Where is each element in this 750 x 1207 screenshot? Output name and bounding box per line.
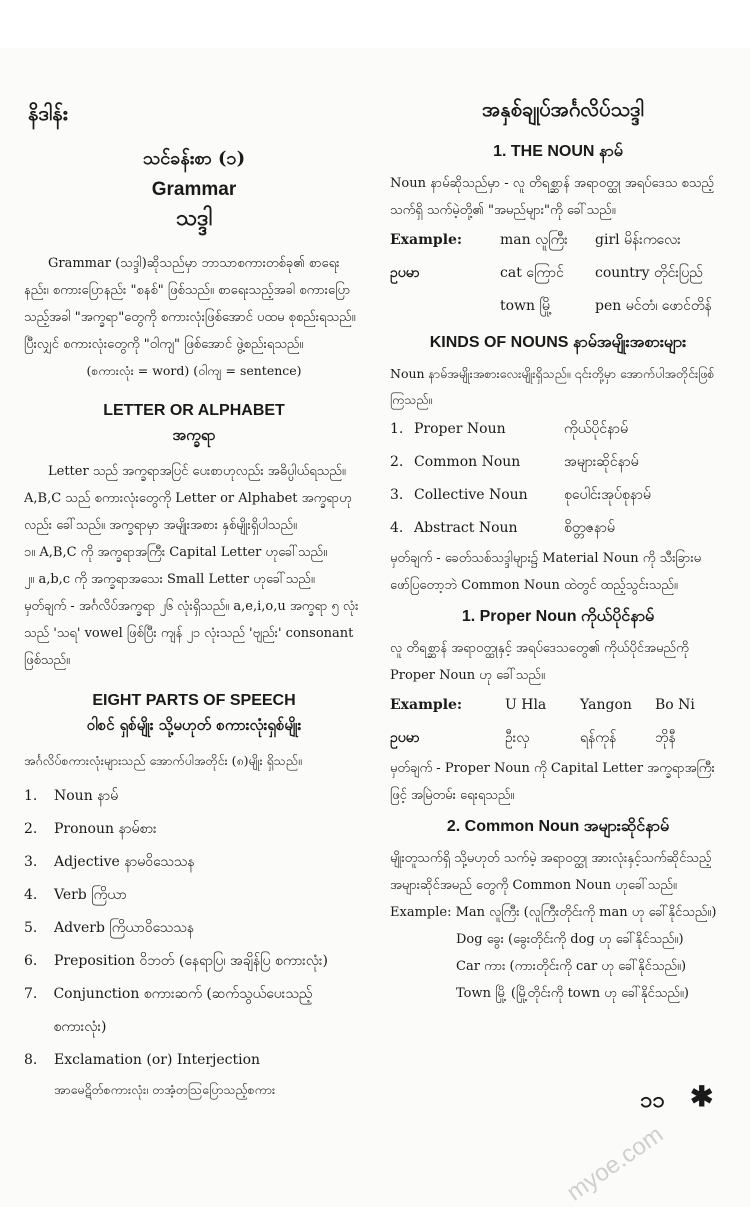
example-label: ဥပမာ bbox=[390, 265, 420, 281]
item-number: 5. bbox=[24, 920, 38, 936]
page-number: ၁၁ bbox=[640, 1087, 665, 1113]
example-word: ရန်ကုန် bbox=[580, 730, 617, 746]
grammar-title-my: သဒ္ဒါ bbox=[175, 205, 213, 231]
item-text: Noun နာမ် bbox=[54, 788, 119, 804]
list-item bbox=[24, 1044, 364, 1077]
proper-noun-examples bbox=[390, 689, 726, 755]
noun-examples bbox=[390, 224, 726, 323]
list-item bbox=[24, 813, 364, 846]
item-text: Adjective နာမဝိသေသန bbox=[54, 854, 195, 870]
letter-heading-my: အက္ခရာ bbox=[172, 426, 216, 444]
top-margin bbox=[0, 0, 750, 48]
example-word: U Hla bbox=[505, 697, 547, 713]
kind-my: ကိုယ်ပိုင်နာမ် bbox=[564, 421, 629, 437]
list-item bbox=[24, 846, 364, 879]
proper-noun-note: မှတ်ချက် - Proper Noun ကို Capital Letter အက္ခရာအကြီးဖြင့် အမြဲတမ်း ရေးရသည်။ bbox=[390, 761, 715, 803]
star-icon: ✱ bbox=[690, 1080, 714, 1113]
example-label: ဥပမာ bbox=[390, 730, 420, 746]
example-label: Example: bbox=[390, 232, 463, 248]
kind-en: Proper Noun bbox=[414, 421, 506, 437]
common-noun-definition: မျိုးတူသက်ရှိ သို့မဟုတ် သက်မဲ့ အရာဝတ္ထု အားလုံးနှင့်သက်ဆိုင်သည့် အများဆိုင်အမည် တွေကို Common Noun ဟုခေါ်သည်။ bbox=[390, 851, 712, 893]
item-number: 3. bbox=[390, 487, 404, 503]
letter-heading: LETTER OR ALPHABET bbox=[103, 402, 285, 419]
list-item bbox=[24, 945, 364, 978]
item-text: Exclamation (or) Interjection bbox=[54, 1052, 261, 1068]
part8-subtext: အာမေဋိတ်စကားလုံး၊ တအံ့တသြပြောသည့်စကား bbox=[54, 1082, 276, 1097]
example-word: ဦးလှ bbox=[505, 730, 530, 746]
item-number: 1. bbox=[390, 421, 404, 437]
right-column bbox=[390, 140, 726, 1007]
list-item bbox=[24, 879, 364, 912]
running-header-left: နိဒါန်း bbox=[28, 101, 68, 125]
item-number: 4. bbox=[390, 520, 404, 536]
item-number: 4. bbox=[24, 887, 38, 903]
small-letter-line: ၂။ a,b,c ကို အက္ခရာအသေး Small Letter ဟုခေါ်သည်။ bbox=[24, 572, 315, 587]
common-noun-example-dog: Dog ခွေး (ခွေးတိုင်းကို dog ဟု ခေါ်နိုင်သည်။) bbox=[456, 932, 684, 947]
example-word: man လူကြီး bbox=[500, 232, 568, 248]
example-word: ဘိုနီ bbox=[655, 730, 676, 746]
kinds-intro: Noun နာမ်အမျိုးအစားလေးမျိုးရှိသည်။ ၎င်းတို့မှာ အောက်ပါအတိုင်းဖြစ်ကြသည်။ bbox=[390, 366, 715, 407]
item-number: 6. bbox=[24, 953, 38, 969]
example-word: cat ကြောင် bbox=[500, 265, 564, 281]
noun-heading: 1. THE NOUN နာမ် bbox=[493, 143, 623, 160]
word-sentence-gloss: (စကားလုံး = word) (ဝါကျ = sentence) bbox=[86, 363, 302, 378]
letter-paragraph: Letter သည် အက္ခရာအပြင် ပေးစာဟုလည်း အဓိပ္ပါယ်ရသည်။ A,B,C သည် စကားလုံးတွေကို Letter or Alphabet အက္ခရာဟုလည်း ခေါ်သည်။ အက္ခရာမှာ အမျိုးအစား နှစ်မျိုးရှိပါသည်။ bbox=[24, 464, 352, 533]
item-text: Conjunction စကားဆက် (ဆက်သွယ်ပေးသည့် စကားလုံး) bbox=[53, 986, 313, 1035]
grammar-title: Grammar bbox=[151, 179, 237, 200]
item-number: 1. bbox=[24, 788, 38, 804]
example-label bbox=[390, 290, 500, 323]
list-item bbox=[24, 912, 364, 945]
item-number: 8. bbox=[24, 1052, 38, 1068]
item-number: 2. bbox=[390, 454, 404, 470]
kind-my: စိတ္တဇနာမ် bbox=[564, 520, 615, 536]
kind-en: Common Noun bbox=[414, 454, 521, 470]
running-header-right: အနှစ်ချုပ်အင်္ဂလိပ်သဒ္ဒါ bbox=[482, 97, 644, 121]
common-noun-heading: 2. Common Noun အများဆိုင်နာမ် bbox=[446, 818, 670, 835]
noun-definition: Noun နာမ်ဆိုသည်မှာ - လူ တိရစ္ဆာန် အရာဝတ္ထု အရပ်ဒေသ စသည့်သက်ရှိ သက်မဲ့တို့၏ "အမည်များ"ကို ခေါ်သည်။ bbox=[390, 176, 714, 218]
kinds-list bbox=[390, 413, 726, 545]
example-word: Bo Ni bbox=[655, 697, 695, 713]
kind-my: စုပေါင်းအုပ်စုနာမ် bbox=[564, 487, 651, 503]
eight-parts-heading-my: ဝါစင် ရှစ်မျိုး သို့မဟုတ် စကားလုံးရှစ်မျိုး bbox=[86, 716, 302, 734]
parts-of-speech-list bbox=[24, 780, 364, 1077]
proper-noun-definition: လူ တိရစ္ဆာန် အရာဝတ္ထုနှင့် အရပ်ဒေသတွေ၏ ကိုယ်ပိုင်အမည်ကို Proper Noun ဟု ခေါ်သည်။ bbox=[390, 641, 689, 683]
left-column bbox=[24, 140, 364, 1103]
common-noun-example-town: Town မြို့ (မြို့တိုင်းကို town ဟု ခေါ်နိုင်သည်။) bbox=[456, 986, 689, 1001]
item-number: 3. bbox=[24, 854, 38, 870]
kind-en: Collective Noun bbox=[414, 487, 528, 503]
grammar-intro: Grammar (သဒ္ဒါ)ဆိုသည်မှာ ဘာသာစကားတစ်ခု၏ စာရေးနည်း၊ စကားပြောနည်း "စနစ်" ဖြစ်သည်။ စာရေးသည့်အခါ စကားပြောသည့်အခါ "အက္ခရာ"တွေကို စကားလုံးဖြစ်အောင် ပထမ စုစည်းရသည်။ ပြီးလျှင် စကားလုံးတွေကို "ဝါကျ" ဖြစ်အောင် ဖွဲ့စည်းရသည်။ bbox=[24, 256, 356, 352]
item-number: 7. bbox=[24, 986, 38, 1002]
common-noun-example-car: Car ကား (ကားတိုင်းကို car ဟု ခေါ်နိုင်သည်။) bbox=[456, 959, 687, 974]
kind-en: Abstract Noun bbox=[414, 520, 518, 536]
example-word: pen မင်တံ၊ ဖောင်တိန် bbox=[595, 298, 712, 314]
list-item bbox=[24, 978, 364, 1044]
list-item bbox=[24, 780, 364, 813]
item-text: Preposition ဝိဘတ် (နေရာပြ၊ အချိန်ပြ စကားလုံး) bbox=[54, 953, 328, 969]
item-text: Pronoun နာမ်စား bbox=[54, 821, 157, 837]
example-word: girl မိန်းကလေး bbox=[595, 232, 681, 248]
kinds-heading: KINDS OF NOUNS နာမ်အမျိုးအစားများ bbox=[429, 334, 687, 351]
watermark: myoe.com bbox=[561, 1120, 669, 1207]
example-word: Yangon bbox=[580, 697, 632, 713]
item-text: Verb ကြိယာ bbox=[54, 887, 127, 903]
item-number: 2. bbox=[24, 821, 38, 837]
common-noun-example: Example: Man လူကြီး (လူကြီးတိုင်းကို man ဟု ခေါ်နိုင်သည်။) bbox=[390, 905, 717, 920]
eight-parts-heading: EIGHT PARTS OF SPEECH bbox=[92, 692, 296, 709]
material-noun-note: မှတ်ချက် - ခေတ်သစ်သဒ္ဒါများ၌ Material Noun ကို သီးခြားမဖော်ပြတော့ဘဲ Common Noun ထဲတွင် ထည့်သွင်းသည်။ bbox=[390, 551, 702, 593]
lesson-heading: သင်ခန်းစာ (၁) bbox=[142, 148, 246, 169]
vowel-note: မှတ်ချက် - အင်္ဂလိပ်အက္ခရာ ၂၆ လုံးရှိသည်။ a,e,i,o,u အက္ခရာ ၅ လုံးသည် 'သရ' vowel ဖြစ်ပြီး ကျန် ၂၁ လုံးသည် 'ဗျည်း' consonant ဖြစ်သည်။ bbox=[24, 599, 359, 668]
eight-parts-intro: အင်္ဂလိပ်စကားလုံးများသည် အောက်ပါအတိုင်း (၈)မျိုး ရှိသည်။ bbox=[24, 753, 302, 768]
proper-noun-heading: 1. Proper Noun ကိုယ်ပိုင်နာမ် bbox=[461, 608, 655, 625]
kind-my: အများဆိုင်နာမ် bbox=[564, 454, 639, 470]
item-text: Adverb ကြိယာဝိသေသန bbox=[54, 920, 194, 936]
example-word: town မြို့ bbox=[500, 298, 553, 314]
example-word: country တိုင်းပြည် bbox=[595, 265, 703, 281]
capital-letter-line: ၁။ A,B,C ကို အက္ခရာအကြီး Capital Letter ဟုခေါ်သည်။ bbox=[24, 545, 328, 560]
example-label: Example: bbox=[390, 697, 463, 713]
